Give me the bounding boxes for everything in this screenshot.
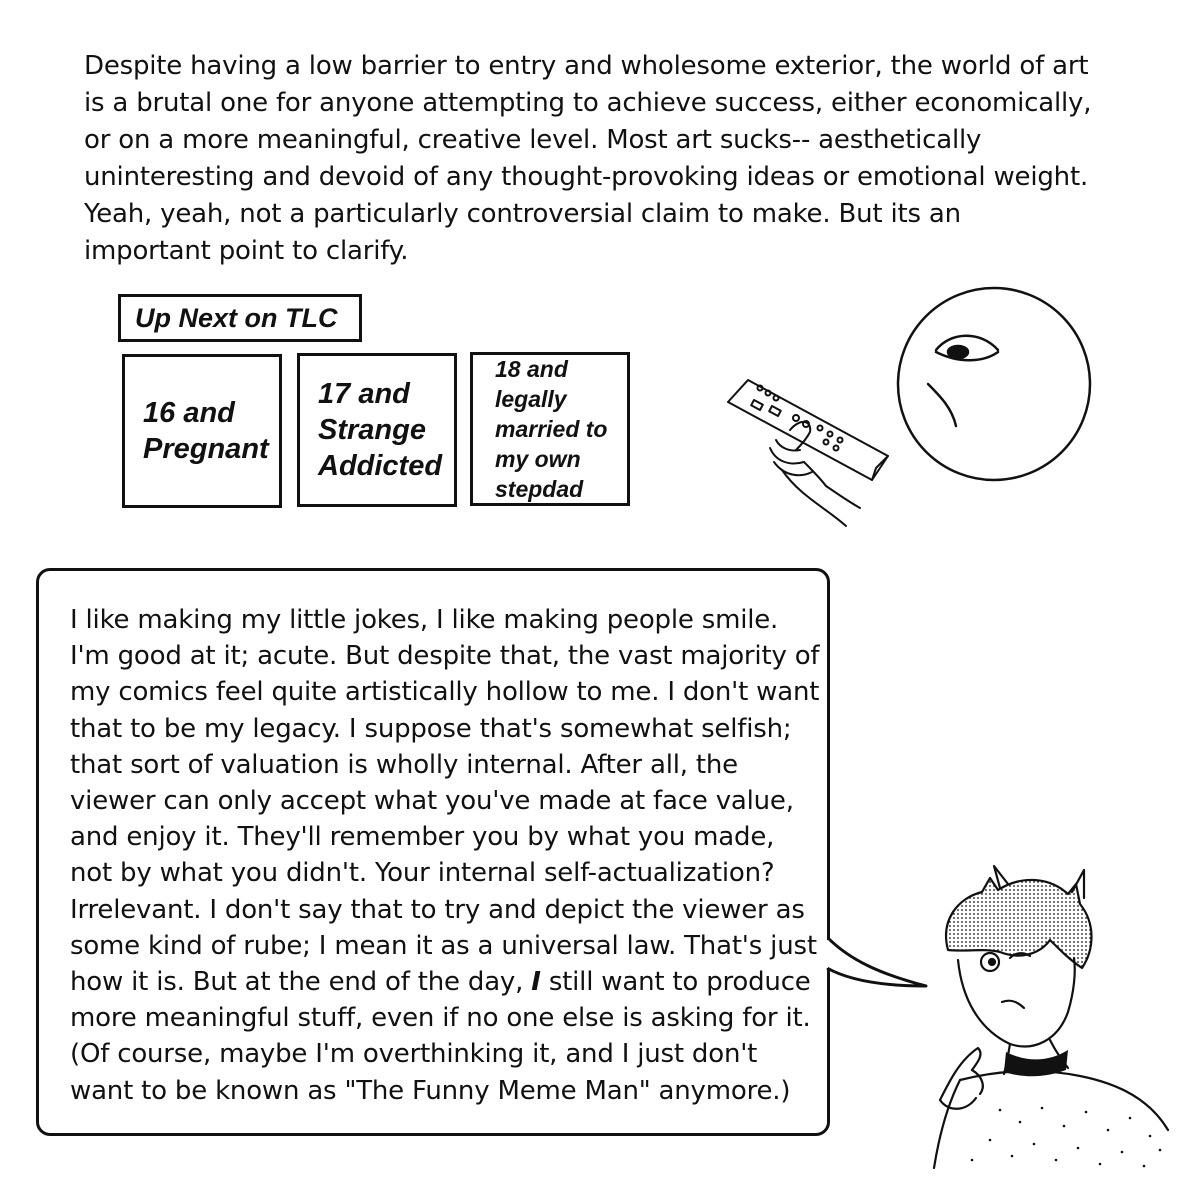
- tv-guide-header: Up Next on TLC: [118, 294, 362, 342]
- speech-text-part: I like making my little jokes, I like making people smile. I'm good at it; acute. But despite that, the vast majority of my comics feel quite artistically hollow to me. I don't want that to be my legacy. I suppose that's somewhat selfish; that sort of valuation is wholly internal. After all, the viewer can only accept what you've made at face value, and enjoy it. They'll remember you by what you made, not by what you didn't. Your internal self-actualization? Irrelevant. I don't say that to try and depict the viewer as some kind of rube; I mean it as a universal law. That's just how it is. But at the end of the day,: [70, 605, 820, 998]
- intro-paragraph: Despite having a low barrier to entry and wholesome exterior, the world of art is a brutal one for anyone attempting to achieve success, either economically, or on a more meaningful, creative level. Most art sucks-- aesthetically uninteresting and devoid of any thought-provoking ideas or emotional weight. Yeah, yeah, not a particularly controversial claim to make. But its an important point to clarify.: [84, 51, 1092, 266]
- show-title: 16 and Pregnant: [143, 397, 269, 465]
- show-card-16: [122, 354, 282, 508]
- show-title: 18 and legally married to my own stepdad: [495, 356, 608, 502]
- show-card-18: [470, 352, 630, 506]
- speech-emphasis: I: [531, 967, 541, 998]
- show-title: 17 and Strange Addicted: [318, 378, 443, 482]
- show-card-17: [297, 353, 457, 507]
- speech-text: [70, 602, 820, 1109]
- speech-text-part: still want to produce more meaningful stuff, even if no one else is asking for it. (Of course, maybe I'm overthinking it, and I just don't want to be known as "The Funny Meme Man" anymore.): [70, 967, 811, 1106]
